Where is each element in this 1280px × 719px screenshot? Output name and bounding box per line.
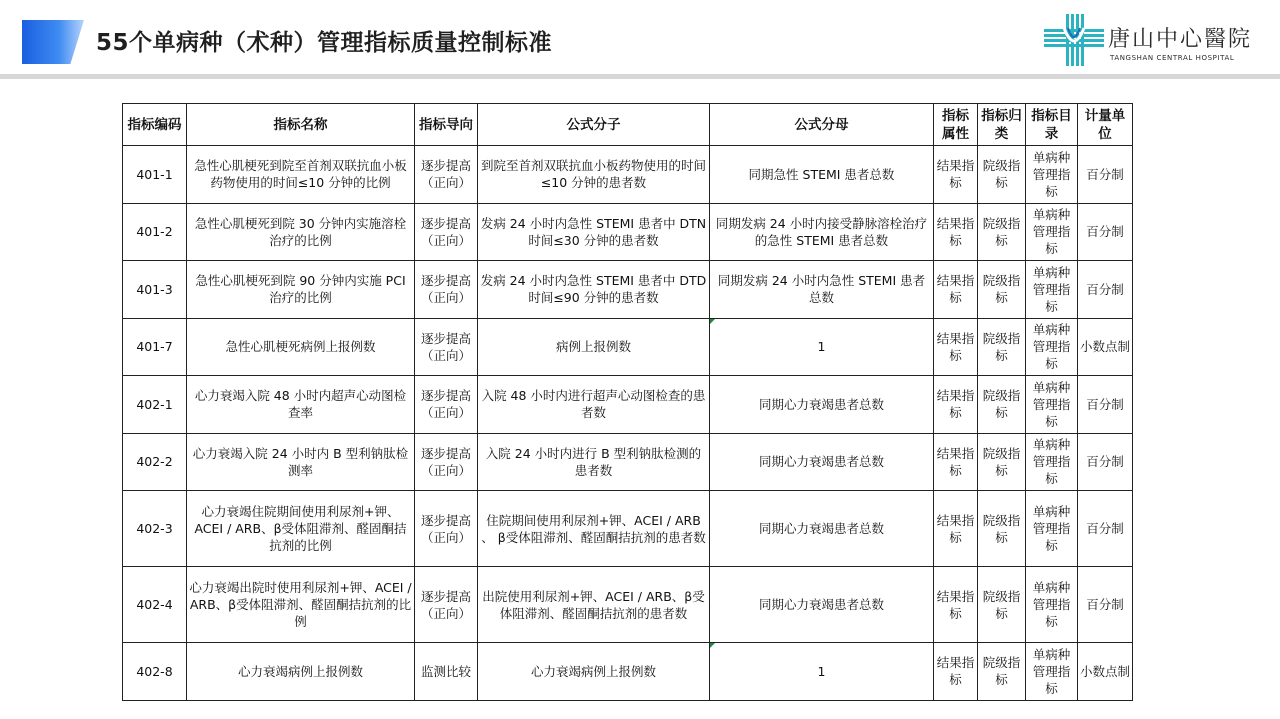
cell-denominator: 同期心力衰竭患者总数 bbox=[710, 376, 934, 434]
cell-direction: 逐步提高（正向） bbox=[415, 433, 478, 491]
cell-name: 急性心肌梗死病例上报例数 bbox=[187, 318, 415, 376]
cell-numerator: 入院 24 小时内进行 B 型利钠肽检测的患者数 bbox=[478, 433, 710, 491]
cell-name: 心力衰竭出院时使用利尿剂+钾、ACEI / ARB、β受体阻滞剂、醛固酮拮抗剂的比例 bbox=[187, 567, 415, 643]
table-row bbox=[123, 261, 1133, 319]
cell-catalog: 单病种管理指标 bbox=[1026, 643, 1078, 701]
table-header-row bbox=[123, 104, 1133, 146]
table-row bbox=[123, 318, 1133, 376]
cell-catalog: 单病种管理指标 bbox=[1026, 491, 1078, 567]
cell-attribute: 结果指标 bbox=[934, 376, 978, 434]
page-title: 55个单病种（术种）管理指标质量控制标准 bbox=[96, 30, 553, 56]
col-header-numerator: 公式分子 bbox=[478, 104, 710, 146]
cell-unit: 百分制 bbox=[1078, 261, 1133, 319]
cell-name: 心力衰竭住院期间使用利尿剂+钾、ACEI / ARB、β受体阻滞剂、醛固酮拮抗剂的比例 bbox=[187, 491, 415, 567]
cell-catalog: 单病种管理指标 bbox=[1026, 433, 1078, 491]
cell-unit: 小数点制 bbox=[1078, 318, 1133, 376]
cell-category: 院级指标 bbox=[978, 643, 1026, 701]
hospital-name-en: TANGSHAN CENTRAL HOSPITAL bbox=[1110, 54, 1235, 62]
cell-numerator: 出院使用利尿剂+钾、ACEI / ARB、β受体阻滞剂、醛固酮拮抗剂的患者数 bbox=[478, 567, 710, 643]
cell-name: 心力衰竭病例上报例数 bbox=[187, 643, 415, 701]
cell-code: 402-3 bbox=[123, 491, 187, 567]
cell-numerator: 住院期间使用利尿剂+钾、ACEI / ARB 、 β受体阻滞剂、醛固酮拮抗剂的患者数 bbox=[478, 491, 710, 567]
cell-code: 402-1 bbox=[123, 376, 187, 434]
cell-attribute: 结果指标 bbox=[934, 567, 978, 643]
cell-name: 心力衰竭入院 24 小时内 B 型利钠肽检测率 bbox=[187, 433, 415, 491]
table-row bbox=[123, 433, 1133, 491]
cell-code: 401-7 bbox=[123, 318, 187, 376]
cell-code: 401-3 bbox=[123, 261, 187, 319]
cell-category: 院级指标 bbox=[978, 491, 1026, 567]
cell-direction: 逐步提高（正向） bbox=[415, 203, 478, 261]
col-header-code: 指标编码 bbox=[123, 104, 187, 146]
cell-code: 402-2 bbox=[123, 433, 187, 491]
title-accent-bar bbox=[22, 20, 84, 64]
cell-numerator: 到院至首剂双联抗血小板药物使用的时间≤10 分钟的患者数 bbox=[478, 146, 710, 204]
cell-attribute: 结果指标 bbox=[934, 203, 978, 261]
cell-direction: 逐步提高（正向） bbox=[415, 318, 478, 376]
table-row bbox=[123, 203, 1133, 261]
cell-direction: 逐步提高（正向） bbox=[415, 376, 478, 434]
cell-denominator: 1 bbox=[710, 318, 934, 376]
cell-catalog: 单病种管理指标 bbox=[1026, 567, 1078, 643]
cell-numerator: 入院 48 小时内进行超声心动图检查的患者数 bbox=[478, 376, 710, 434]
cell-catalog: 单病种管理指标 bbox=[1026, 146, 1078, 204]
cell-category: 院级指标 bbox=[978, 318, 1026, 376]
col-header-direction: 指标导向 bbox=[415, 104, 478, 146]
cell-code: 401-2 bbox=[123, 203, 187, 261]
table-row bbox=[123, 376, 1133, 434]
cell-numerator: 病例上报例数 bbox=[478, 318, 710, 376]
hospital-logo bbox=[1044, 14, 1253, 66]
hospital-cross-logo-icon bbox=[1044, 14, 1104, 66]
cell-catalog: 单病种管理指标 bbox=[1026, 203, 1078, 261]
cell-unit: 百分制 bbox=[1078, 146, 1133, 204]
cell-catalog: 单病种管理指标 bbox=[1026, 261, 1078, 319]
header bbox=[0, 0, 1280, 80]
cell-denominator: 1 bbox=[710, 643, 934, 701]
col-header-unit: 计量单位 bbox=[1078, 104, 1133, 146]
cell-denominator: 同期发病 24 小时内接受静脉溶栓治疗的急性 STEMI 患者总数 bbox=[710, 203, 934, 261]
cell-numerator: 心力衰竭病例上报例数 bbox=[478, 643, 710, 701]
table-row bbox=[123, 567, 1133, 643]
table-row bbox=[123, 491, 1133, 567]
col-header-attribute: 指标属性 bbox=[934, 104, 978, 146]
cell-name: 心力衰竭入院 48 小时内超声心动图检查率 bbox=[187, 376, 415, 434]
cell-category: 院级指标 bbox=[978, 376, 1026, 434]
col-header-denominator: 公式分母 bbox=[710, 104, 934, 146]
cell-name: 急性心肌梗死到院 30 分钟内实施溶栓治疗的比例 bbox=[187, 203, 415, 261]
cell-numerator: 发病 24 小时内急性 STEMI 患者中 DTN 时间≤30 分钟的患者数 bbox=[478, 203, 710, 261]
col-header-catalog: 指标目录 bbox=[1026, 104, 1078, 146]
cell-unit: 百分制 bbox=[1078, 567, 1133, 643]
cell-numerator: 发病 24 小时内急性 STEMI 患者中 DTD 时间≤90 分钟的患者数 bbox=[478, 261, 710, 319]
cell-attribute: 结果指标 bbox=[934, 146, 978, 204]
cell-unit: 百分制 bbox=[1078, 203, 1133, 261]
cell-direction: 逐步提高（正向） bbox=[415, 567, 478, 643]
cell-unit: 百分制 bbox=[1078, 491, 1133, 567]
cell-name: 急性心肌梗死到院至首剂双联抗血小板药物使用的时间≤10 分钟的比例 bbox=[187, 146, 415, 204]
cell-category: 院级指标 bbox=[978, 433, 1026, 491]
cell-attribute: 结果指标 bbox=[934, 261, 978, 319]
cell-direction: 逐步提高（正向） bbox=[415, 261, 478, 319]
cell-category: 院级指标 bbox=[978, 567, 1026, 643]
cell-attribute: 结果指标 bbox=[934, 433, 978, 491]
table-row bbox=[123, 643, 1133, 701]
cell-category: 院级指标 bbox=[978, 261, 1026, 319]
cell-code: 402-8 bbox=[123, 643, 187, 701]
cell-denominator: 同期心力衰竭患者总数 bbox=[710, 567, 934, 643]
cell-code: 402-4 bbox=[123, 567, 187, 643]
cell-direction: 逐步提高（正向） bbox=[415, 146, 478, 204]
cell-unit: 小数点制 bbox=[1078, 643, 1133, 701]
cell-unit: 百分制 bbox=[1078, 433, 1133, 491]
cell-attribute: 结果指标 bbox=[934, 318, 978, 376]
cell-denominator: 同期发病 24 小时内急性 STEMI 患者总数 bbox=[710, 261, 934, 319]
cell-direction: 监测比较 bbox=[415, 643, 478, 701]
cell-attribute: 结果指标 bbox=[934, 643, 978, 701]
cell-catalog: 单病种管理指标 bbox=[1026, 318, 1078, 376]
cell-code: 401-1 bbox=[123, 146, 187, 204]
cell-catalog: 单病种管理指标 bbox=[1026, 376, 1078, 434]
cell-denominator: 同期心力衰竭患者总数 bbox=[710, 433, 934, 491]
metrics-table bbox=[122, 103, 1133, 701]
col-header-category: 指标归类 bbox=[978, 104, 1026, 146]
cell-denominator: 同期心力衰竭患者总数 bbox=[710, 491, 934, 567]
cell-category: 院级指标 bbox=[978, 203, 1026, 261]
cell-name: 急性心肌梗死到院 90 分钟内实施 PCI 治疗的比例 bbox=[187, 261, 415, 319]
cell-category: 院级指标 bbox=[978, 146, 1026, 204]
table-row bbox=[123, 146, 1133, 204]
cell-direction: 逐步提高（正向） bbox=[415, 491, 478, 567]
cell-denominator: 同期急性 STEMI 患者总数 bbox=[710, 146, 934, 204]
cell-attribute: 结果指标 bbox=[934, 491, 978, 567]
header-divider bbox=[0, 74, 1280, 79]
col-header-name: 指标名称 bbox=[187, 104, 415, 146]
cell-unit: 百分制 bbox=[1078, 376, 1133, 434]
hospital-name-cn: 唐山中心醫院 bbox=[1108, 27, 1253, 52]
